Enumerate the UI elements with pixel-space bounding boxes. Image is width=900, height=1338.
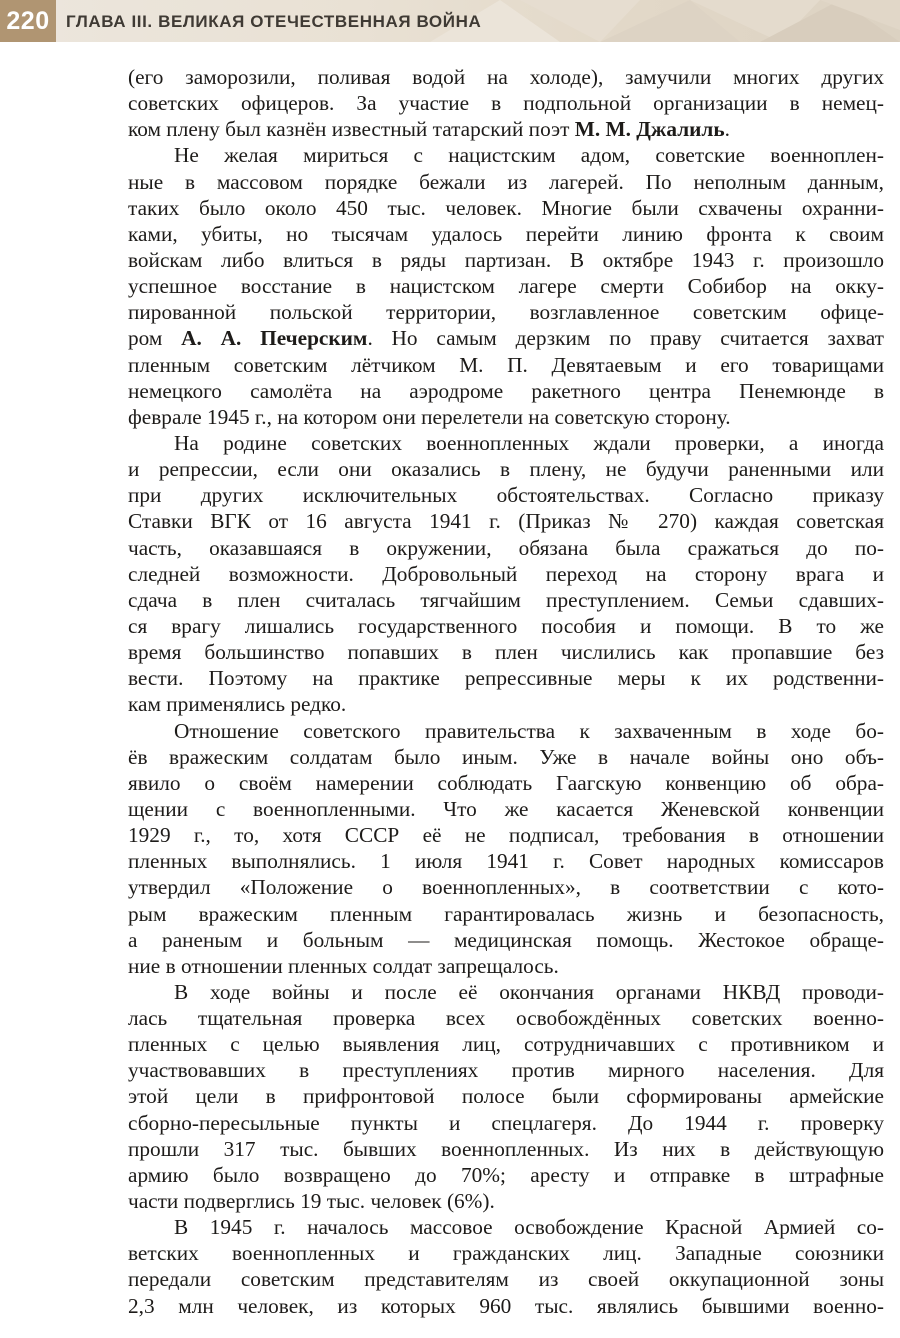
text-line [128,718,884,744]
paragraph [128,1214,884,1319]
text-span: пированной польской территории, возглавленное советским офице- [128,300,884,325]
text-line [128,848,884,874]
text-line [128,822,884,848]
text-span: вести. Поэтому на практике репрессивные меры к их родственни- [128,666,884,691]
text-span: 1929 г., то, хотя СССР её не подписал, требования в отношении [128,823,884,848]
text-line [128,561,884,587]
text-line [128,273,884,299]
text-span: Отношение советского правительства к захваченным в ходе бо- [174,718,884,743]
text-line [128,901,884,927]
paragraph [128,979,884,1214]
text-line [128,874,884,900]
text-line [128,1162,884,1188]
text-span: этой цели в прифронтовой полосе были сформированы армейские [128,1084,884,1109]
text-span: успешное восстание в нацистском лагере смерти Собибор на окку- [128,274,884,299]
text-span: следней возможности. Добровольный переход на сторону врага и [128,561,884,586]
text-span: В ходе войны и после её окончания органами НКВД проводи- [174,979,884,1004]
paragraph [128,142,884,430]
text-span: армию было возвращено до 70%; аресту и отправке в штрафные [128,1162,884,1187]
text-span: а раненым и больным — медицинская помощь. Жестокое обраще- [128,927,884,952]
text-span: Ставки ВГК от 16 августа 1941 г. (Приказ № 270) каждая советская [128,509,884,534]
text-line [128,613,884,639]
text-span: пленных с целью выявления лиц, сотрудничавших с противником и [128,1032,884,1057]
text-span: На родине советских военнопленных ждали проверки, а иногда [174,430,884,455]
text-line [128,378,884,404]
text-span: . Но самым дерзким по праву считается захват [367,326,884,351]
text-span: утвердил «Положение о военнопленных», в соответствии с кото- [128,875,884,900]
text-line [128,1031,884,1057]
text-span: 2,3 млн человек, из которых 960 тыс. являлись бывшими военно- [128,1293,884,1318]
text-span: немецкого самолёта на аэродроме ракетного центра Пенемюнде в [128,378,884,403]
text-span: рым вражеским пленным гарантировалась жизнь и безопасность, [128,901,884,926]
page-number: 220 [0,0,56,42]
text-span: при других исключительных обстоятельствах. Согласно приказу [128,483,884,508]
text-span: пленным советским лётчиком М. П. Девятаевым и его товарищами [128,352,884,377]
text-line [128,430,884,456]
text-line [128,299,884,325]
text-span: явило о своём намерении соблюдать Гаагскую конвенцию об обра- [128,770,884,795]
text-span: части подверглись 19 тыс. человек (6%). [128,1189,495,1214]
text-span: ром [128,326,182,351]
paragraph [128,718,884,979]
text-line [128,691,884,717]
text-line [128,64,884,90]
text-line [128,508,884,534]
text-line [128,90,884,116]
text-span: ся врагу лишались государственного пособия и помощи. В то же [128,613,884,638]
text-span: ками, убиты, но тысячам удалось перейти линию фронта к своим [128,221,884,246]
text-line [128,221,884,247]
text-line [128,927,884,953]
text-span: время большинство попавших в плен числились как пропавшие без [128,640,884,665]
text-line [128,456,884,482]
text-line [128,1136,884,1162]
text-span: участвовавших в преступлениях против мирного населения. Для [128,1058,884,1083]
chapter-title: ГЛАВА III. ВЕЛИКАЯ ОТЕЧЕСТВЕННАЯ ВОЙНА [66,12,482,31]
text-span: ние в отношении пленных солдат запрещалось. [128,953,559,978]
page-header [0,0,900,42]
text-span: ные в массовом порядке бежали из лагерей. По неполным данным, [128,169,884,194]
text-line [128,535,884,561]
text-line [128,1005,884,1031]
text-span: советских офицеров. За участие в подпольной организации в немец- [128,91,884,116]
text-span: таких было около 450 тыс. человек. Многие были схвачены охранни- [128,195,884,220]
text-line [128,195,884,221]
text-span: сдача в плен считалась тягчайшим преступлением. Семьи сдавших- [128,587,884,612]
text-line [128,796,884,822]
text-span: В 1945 г. началось массовое освобождение Красной Армией со- [174,1215,884,1240]
text-line [128,169,884,195]
text-line [128,116,884,142]
text-span: передали советским представителям из своей оккупационной зоны [128,1267,884,1292]
text-span: войскам либо влиться в ряды партизан. В октябре 1943 г. произошло [128,247,884,272]
text-span: . [724,117,730,142]
text-line [128,979,884,1005]
text-span: прошли 317 тыс. бывших военнопленных. Из них в действующую [128,1136,884,1161]
paragraph [128,430,884,718]
text-span: ком плену был казнён известный татарский поэт [128,117,575,142]
text-line [128,352,884,378]
bold-name: А. А. Печерским [181,326,368,351]
text-line [128,953,884,979]
text-line [128,1110,884,1136]
text-line [128,325,884,351]
text-line [128,744,884,770]
text-line [128,247,884,273]
text-span: феврале 1945 г., на котором они перелетели на советскую сторону. [128,404,731,429]
text-line [128,1057,884,1083]
body-text [128,64,884,1319]
text-line [128,770,884,796]
text-line [128,142,884,168]
bold-name: М. М. Джалиль [574,117,725,142]
text-span: ёв вражеским солдатам было иным. Уже в начале войны оно объ- [128,744,884,769]
text-line [128,482,884,508]
text-line [128,1214,884,1240]
text-line [128,404,884,430]
text-line [128,1293,884,1319]
text-span: Не желая мириться с нацистским адом, советские военноплен- [174,143,884,168]
text-line [128,1240,884,1266]
text-span: ветских военнопленных и гражданских лиц. Западные союзники [128,1241,884,1266]
text-span: лась тщательная проверка всех освобождённых советских военно- [128,1006,884,1031]
text-span: и репрессии, если они оказались в плену, не будучи раненными или [128,457,884,482]
text-line [128,1266,884,1292]
text-span: кам применялись редко. [128,692,347,717]
text-span: щении с военнопленными. Что же касается Женевской конвенции [128,796,884,821]
paragraph [128,64,884,142]
text-span: часть, оказавшаяся в окружении, обязана была сражаться до по- [128,535,884,560]
text-line [128,1188,884,1214]
text-line [128,639,884,665]
text-span: сборно-пересыльные пункты и спецлагеря. До 1944 г. проверку [128,1110,884,1135]
text-span: (его заморозили, поливая водой на холоде), замучили многих других [128,65,884,89]
text-span: пленных выполнялись. 1 июля 1941 г. Совет народных комиссаров [128,849,884,874]
text-line [128,1083,884,1109]
text-line [128,665,884,691]
text-line [128,587,884,613]
